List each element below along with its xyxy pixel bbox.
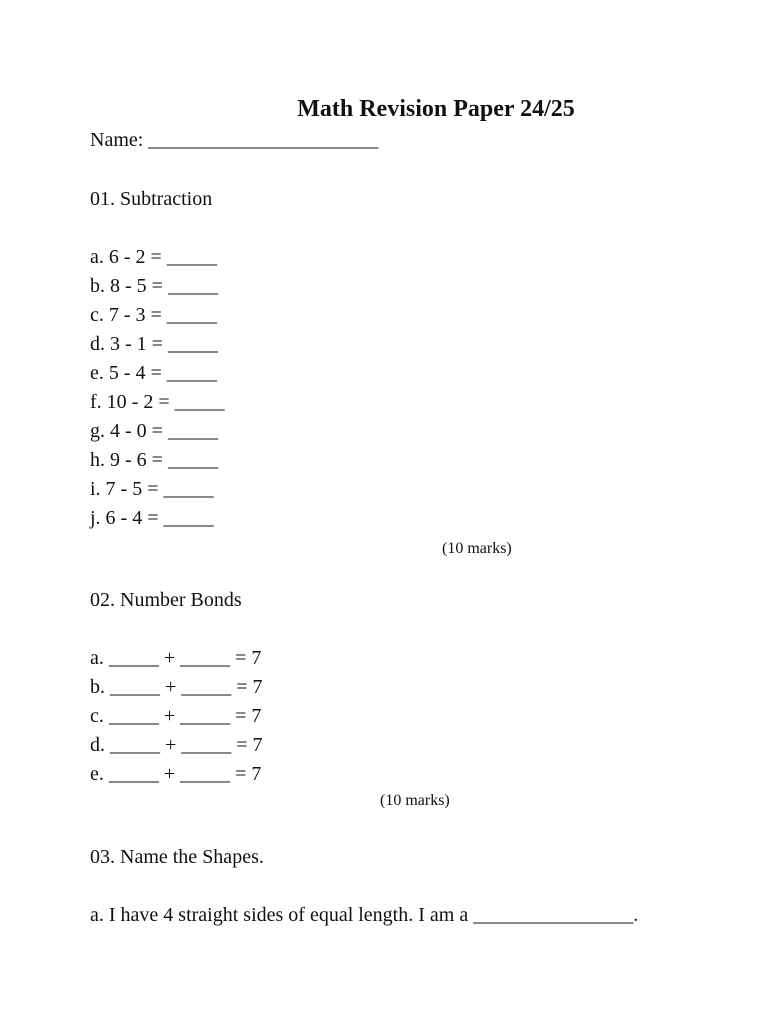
- section-heading-shapes: 03. Name the Shapes.: [90, 846, 264, 868]
- question-item: a. 6 - 2 = _____: [90, 246, 217, 268]
- question-item: d. _____ + _____ = 7: [90, 734, 263, 756]
- name-field-line: Name: _______________________: [90, 129, 379, 151]
- section-heading-number-bonds: 02. Number Bonds: [90, 589, 242, 611]
- marks-label-number-bonds: (10 marks): [380, 792, 450, 809]
- question-item: c. _____ + _____ = 7: [90, 705, 262, 727]
- question-item: b. 8 - 5 = _____: [90, 275, 218, 297]
- question-item: a. _____ + _____ = 7: [90, 647, 262, 669]
- question-item: a. I have 4 straight sides of equal length. I am a ________________.: [90, 904, 639, 926]
- question-item: i. 7 - 5 = _____: [90, 478, 214, 500]
- question-item: e. 5 - 4 = _____: [90, 362, 217, 384]
- question-item: g. 4 - 0 = _____: [90, 420, 218, 442]
- question-item: j. 6 - 4 = _____: [90, 507, 214, 529]
- question-item: b. _____ + _____ = 7: [90, 676, 263, 698]
- question-item: f. 10 - 2 = _____: [90, 391, 225, 413]
- question-item: h. 9 - 6 = _____: [90, 449, 218, 471]
- question-item: e. _____ + _____ = 7: [90, 763, 262, 785]
- section-heading-subtraction: 01. Subtraction: [90, 188, 213, 210]
- question-item: c. 7 - 3 = _____: [90, 304, 217, 326]
- question-item: d. 3 - 1 = _____: [90, 333, 218, 355]
- marks-label-subtraction: (10 marks): [442, 540, 512, 557]
- paper-title: Math Revision Paper 24/25: [297, 96, 575, 122]
